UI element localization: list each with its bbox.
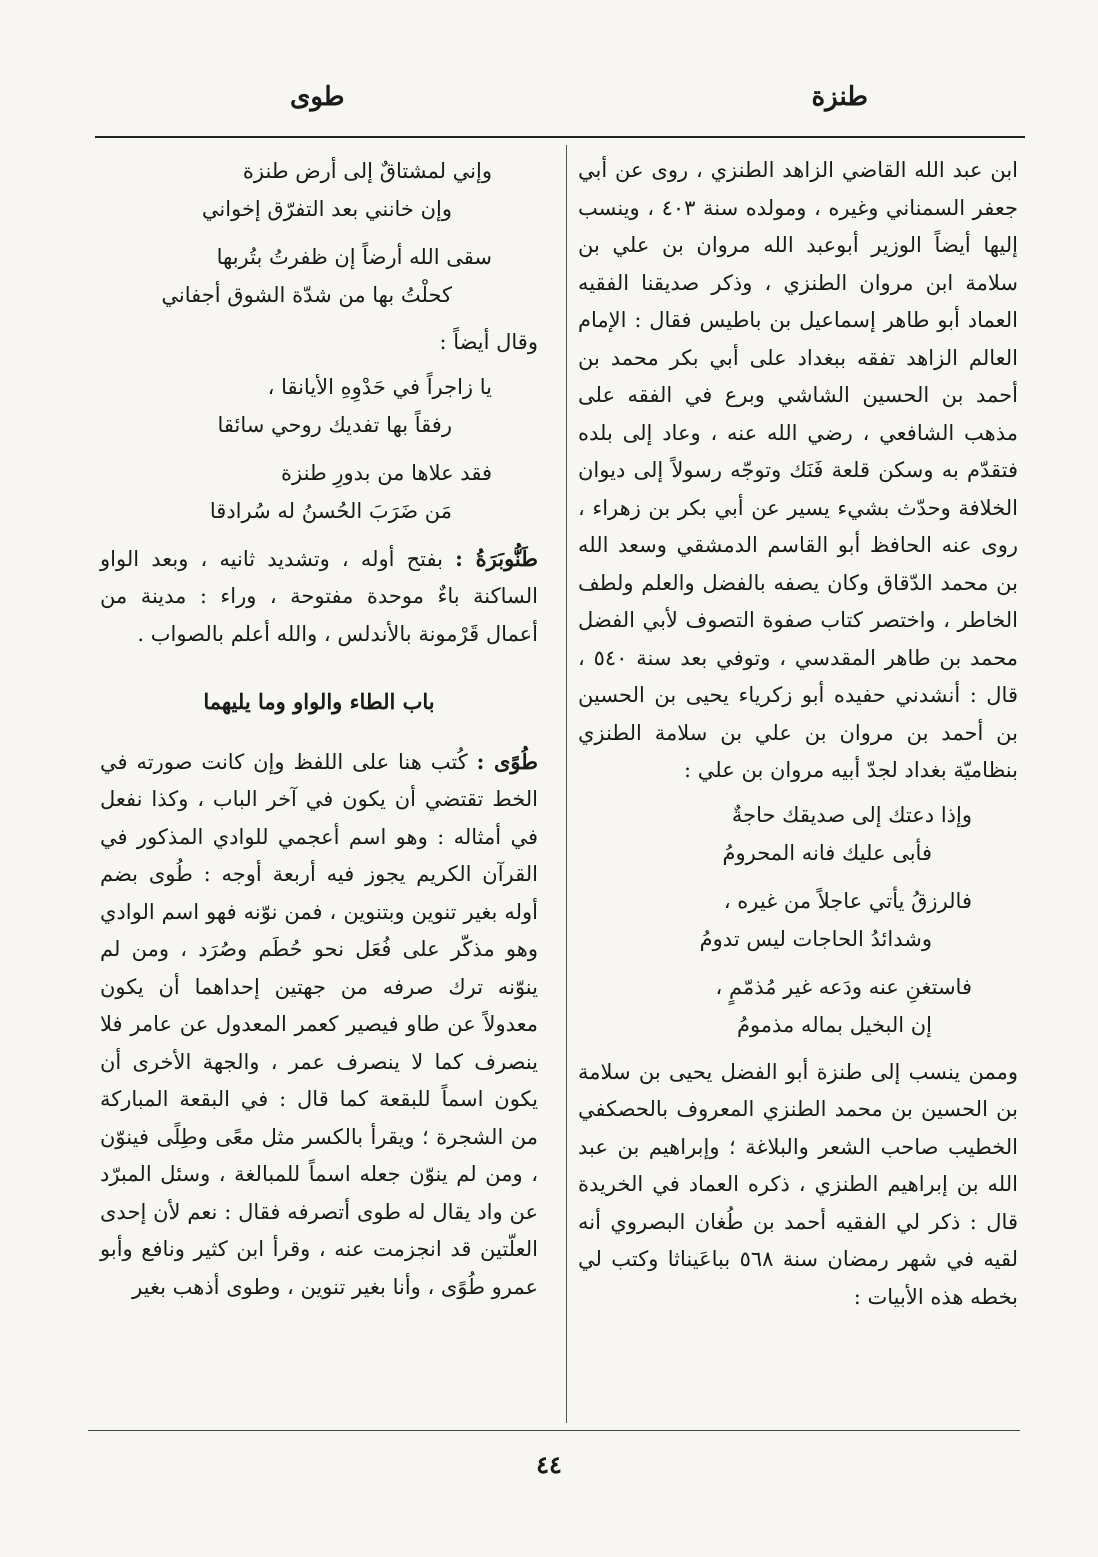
entry-headword: طُوًى :: [476, 748, 538, 774]
section-title: باب الطاء والواو وما يليهما: [203, 689, 435, 714]
verse-stanza: [100, 152, 538, 228]
running-header-left: طوى: [290, 82, 345, 112]
verse-intro: وقال أيضاً :: [439, 330, 538, 354]
verse-line: فالرزقُ يأتي عاجلاً من غيره ،: [723, 888, 972, 913]
entry-text: وممن ينسب إلى طنزة أبو الفضل يحيى بن سلامة بن الحسين بن محمد الطنزي المعروف بالحصكفي الخطيب صاحب الشعر والبلاغة ؛ وإبراهيم بن عبد الله بن إبراهيم الطنزي ، ذكره العماد في الخريدة قال : ذكر لي الفقيه أحمد بن طُغان البصروي أنه لقيه في شهر رمضان سنة ٥٦٨ بباعَيناثا وكتب لي بخطه هذه الأبيات :: [578, 1059, 1019, 1309]
verse-line: وإني لمشتاقٌ إلى أرض طنزة: [242, 159, 492, 183]
running-header-right: طنزة: [811, 82, 868, 112]
verse-stanza: [578, 968, 1018, 1044]
verse-stanza: [578, 882, 1018, 958]
verse-line: وشدائدُ الحاجات ليس تدومُ: [699, 926, 932, 951]
verse-line: فأبى عليك فانه المحرومُ: [722, 840, 932, 865]
verse-line: فاستغنِ عنه ودَعه غير مُذمّمٍ ،: [715, 974, 972, 999]
verse-stanza: [578, 796, 1018, 872]
footer-rule: [88, 1430, 1020, 1431]
verse-line: فقد علاها من بدورِ طنزة: [281, 460, 492, 485]
right-column: [578, 152, 1018, 1316]
left-column: [100, 146, 538, 1306]
verse-line: مَن ضَرَبَ الحُسنُ له سُرادقا: [209, 498, 452, 523]
header-rule: [95, 136, 1025, 138]
verse-line: رفقاً بها تفديك روحي سائقا: [217, 412, 452, 437]
verse-line: وإذا دعتك إلى صديقك حاجةٌ: [731, 802, 972, 827]
verse-stanza: [100, 454, 538, 530]
verse-line: سقى الله أرضاً إن ظفرتُ بتُربها: [216, 245, 492, 269]
entry-text: بفتح أوله ، وتشديد ثانيه ، وبعد الواو الساكنة باءٌ موحدة مفتوحة ، وراء : مدينة من أعمال قَرْمونة بالأندلس ، والله أعلم بالصواب .: [100, 546, 538, 646]
column-divider: [566, 145, 567, 1423]
entry-text: ابن عبد الله القاضي الزاهد الطنزي ، روى عن أبي جعفر السمناني وغيره ، ومولده سنة ٤٠٣ ، وينسب إليها أيضاً الوزير أبوعبد الله مروان بن علي بن سلامة ابن مروان الطنزي ، وذكر صديقنا الفقيه العماد أبو طاهر إسماعيل بن باطيس فقال : الإمام العالم الزاهد تفقه ببغداد على أبي بكر محمد بن أحمد بن الحسين الشاشي وبرع في الفقه على مذهب الشافعي ، رضي الله عنه ، وعاد إلى بلده فتقدّم به وسكن قلعة فَنَك وتوجّه رسولاً إلى ديوان الخلافة وحدّث بشيء يسير عن أبي بكر بن زهراء ، روى عنه الحافظ أبو القاسم الدمشقي وسعد الله بن محمد الدّقاق وكان يصفه بالفضل والعلم ولطف الخاطر ، واختصر كتاب صفوة التصوف لأبي الفضل محمد بن طاهر المقدسي ، وتوفي بعد سنة ٥٤٠ ، قال : أنشدني حفيده أبو زكرياء يحيى بن الحسين بن أحمد بن مروان بن علي بن سلامة الطنزي بنظاميّة بغداد لجدّ أبيه مروان بن علي :: [578, 158, 1019, 782]
verse-stanza: [100, 238, 538, 314]
verse-stanza: [100, 368, 538, 444]
dictionary-entry: [100, 743, 538, 1307]
verse-line: إن البخيل بماله مذمومُ: [736, 1012, 932, 1037]
verse-line: يا زاجراً في حَدْوِهِ الأيانقا ،: [267, 374, 492, 399]
dictionary-entry: [100, 540, 538, 654]
page-number: ٤٤: [536, 1450, 562, 1479]
verse-line: كحلْتُ بها من شدّة الشوق أجفاني: [161, 283, 452, 307]
entry-headword: طَنُّوبَرَةُ :: [455, 545, 538, 571]
entry-text: كُتب هنا على اللفظ وإن كانت صورته في الخط تقتضي أن يكون في آخر الباب ، وكذا نفعل في أمثاله : وهو اسم أعجمي للوادي المذكور في القرآن الكريم يجوز فيه أربعة أوجه : طُوى بضم أوله بغير تنوين وبتنوين ، فمن نوّنه فهو اسم الوادي وهو مذكّر على فُعَل نحو حُطَم وصُرَد ، ومن لم ينوّنه ترك صرفه من جهتين إحداهما أن يكون معدولاً عن طاو فيصير كعمر المعدول عن عامر فلا ينصرف كما لا ينصرف عمر ، والجهة الأخرى أن يكون اسماً للبقعة كما قال : في البقعة المباركة من الشجرة ؛ ويقرأ بالكسر مثل معًى وطِلًى فينوّن ، ومن لم ينوّن جعله اسماً للمبالغة ، وسئل المبرّد عن واد يقال له طوى أتصرفه فقال : نعم لأن إحدى العلّتين قد انجزمت عنه ، وقرأ ابن كثير ونافع وأبو عمرو طُوًى ، وأنا بغير تنوين ، وطوى أذهب بغير: [100, 749, 538, 1299]
verse-line: وإن خانني بعد التفرّق إخواني: [201, 197, 452, 221]
